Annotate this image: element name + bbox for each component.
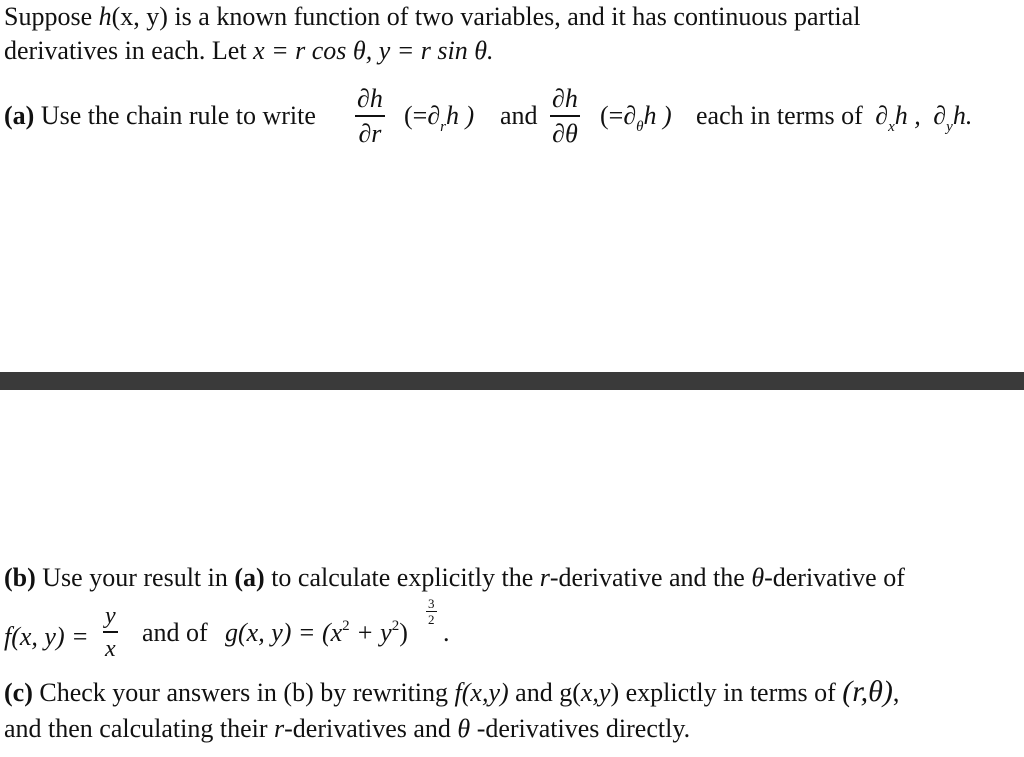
paren-open: (=∂	[404, 101, 441, 130]
part-c-text: -derivatives directly.	[470, 714, 691, 743]
intro-text: Suppose	[4, 2, 99, 31]
part-a-text: Use the chain rule to write	[40, 101, 316, 130]
subscript-y: y	[946, 119, 953, 135]
x-definition: x = r cos θ,	[253, 36, 373, 65]
intro-line-1	[4, 4, 860, 30]
and-of-text: and of	[142, 618, 208, 647]
exponent-three-halves	[426, 597, 437, 626]
comma: ,	[892, 678, 900, 707]
function-h: h	[98, 2, 112, 31]
plus-y: + y	[349, 618, 392, 647]
function-args: (x, y)	[111, 2, 168, 31]
part-c-text: and g(	[508, 678, 581, 707]
close-paren: )	[399, 618, 408, 647]
r-symbol: r	[539, 563, 550, 592]
subscript-theta: θ	[636, 119, 644, 135]
part-b-ref: (a)	[234, 563, 265, 592]
h-period: h.	[952, 101, 973, 130]
part-c-text: -derivatives and	[284, 714, 458, 743]
part-b-text: -derivative of	[764, 563, 905, 592]
tail-text: each in terms of	[696, 101, 863, 130]
part-b-text: Use your result in	[42, 563, 235, 592]
part-b-label: (b)	[4, 563, 36, 592]
part-c-text: Check your answers in (b) by rewriting	[32, 678, 455, 707]
exponent-2: 2	[342, 618, 350, 634]
fraction-dh-dr	[355, 86, 385, 147]
exponent-2: 2	[391, 618, 400, 634]
exponent-numerator: 3	[428, 596, 435, 611]
part-b-text: to calculate explicitly the	[264, 563, 540, 592]
part-a-line	[4, 103, 316, 129]
g-lhs: g(x, y) = (x	[225, 618, 343, 647]
part-c-text: and then calculating their	[4, 714, 275, 743]
part-b-text: -derivative and the	[549, 563, 752, 592]
part-a-label: (a)	[4, 101, 35, 130]
exponent-denominator: 2	[428, 612, 435, 627]
f-lhs: f(x, y) =	[4, 622, 89, 651]
theta-symbol: θ	[751, 563, 765, 592]
intro-text-2: derivatives in each. Let	[4, 36, 254, 65]
theta-symbol: θ	[457, 714, 471, 743]
partial-r-notation	[404, 101, 475, 135]
section-divider	[0, 372, 1024, 390]
and-word: and	[500, 101, 538, 130]
xy-args: x,y	[580, 678, 611, 707]
g-end-period: .	[443, 618, 450, 647]
r-theta-pair: (r,θ)	[842, 675, 893, 708]
part-b-line-1	[4, 565, 905, 591]
paren-close: h )	[446, 101, 475, 130]
part-c-line-1	[4, 677, 899, 707]
fraction-denominator: x	[105, 635, 116, 662]
subscript-x: x	[888, 119, 895, 135]
fraction-numerator: ∂h	[357, 84, 383, 113]
fraction-dh-dtheta	[550, 86, 580, 147]
partial-theta-notation	[600, 101, 672, 135]
h-comma: h ,	[894, 101, 921, 130]
part-a-tail	[696, 101, 973, 135]
g-definition	[225, 620, 408, 646]
part-c-line-2	[4, 716, 690, 742]
f-xy: f(x,y)	[454, 678, 509, 707]
part-c-label: (c)	[4, 678, 33, 707]
paren-open: (=∂	[600, 101, 637, 130]
partial-symbol: ∂	[875, 101, 889, 130]
y-definition: y = r sin θ.	[372, 36, 494, 65]
fraction-denominator: ∂θ	[552, 118, 578, 148]
paren-close: h )	[643, 101, 672, 130]
intro-line-2	[4, 38, 494, 64]
f-definition-lhs	[4, 624, 89, 650]
fraction-denominator: ∂r	[358, 118, 382, 148]
part-c-text: ) explictly in terms of	[610, 678, 843, 707]
fraction-numerator: ∂h	[552, 84, 578, 113]
intro-text-rest: is a known function of two variables, and it has continuous partial	[167, 2, 861, 31]
partial-symbol: ∂	[933, 101, 947, 130]
r-symbol: r	[274, 714, 285, 743]
fraction-y-over-x	[103, 604, 118, 661]
fraction-numerator: y	[105, 603, 116, 629]
subscript-r: r	[440, 119, 447, 135]
